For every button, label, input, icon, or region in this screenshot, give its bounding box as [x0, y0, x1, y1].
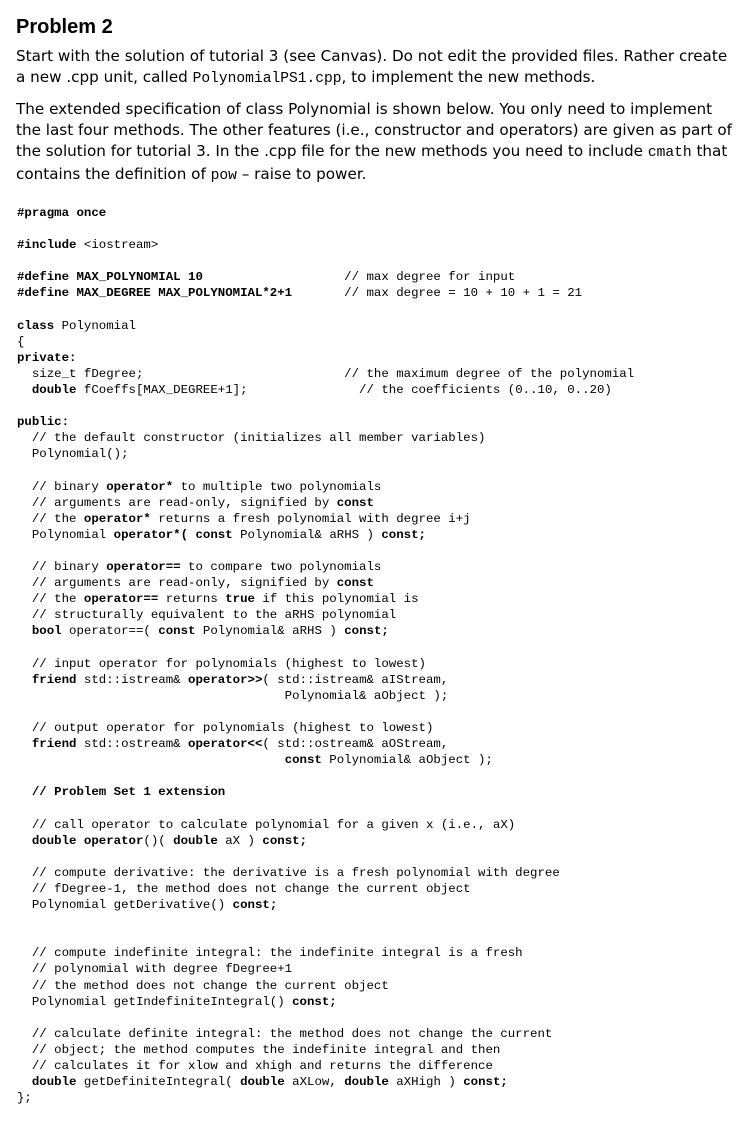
code-token: const	[158, 624, 196, 639]
code-token: Polynomial& aRHS )	[232, 527, 382, 542]
intro-paragraph-1	[16, 46, 738, 90]
code-token: // calculate definite integral: the method does not change the current	[17, 1026, 553, 1041]
code-line	[17, 511, 742, 527]
code-line	[17, 833, 742, 849]
code-line	[17, 945, 742, 961]
code-token: };	[17, 1091, 32, 1106]
code-token: <iostream>	[76, 238, 159, 253]
code-token: returns	[158, 592, 226, 607]
code-line	[17, 704, 742, 720]
code-line	[17, 366, 742, 382]
code-line	[17, 656, 742, 672]
code-line	[17, 865, 742, 881]
code-token: operator<<	[188, 737, 263, 752]
code-token: {	[17, 334, 25, 349]
code-line	[17, 881, 742, 897]
code-token: aXHigh )	[388, 1075, 464, 1090]
code-token: const;	[381, 527, 426, 542]
intro-text: The extended specification of class Polynomial is shown below. You only need to implement the last four methods. The other features (i.e., constructor and operators) are given as part of the solution for tutorial 3. In the .cpp file for the new methods you need to include	[16, 100, 733, 160]
intro-text: that contains the definition of	[16, 142, 728, 183]
code-token: private:	[17, 350, 77, 365]
code-token: std::ostream&	[76, 737, 189, 752]
code-token: // arguments are read-only, signified by	[17, 576, 337, 591]
code-token: // the	[17, 592, 84, 607]
code-line	[17, 398, 742, 414]
code-line	[17, 607, 742, 623]
code-line	[17, 414, 742, 430]
code-token	[17, 753, 285, 767]
code-token: // output operator for polynomials (highest to lowest)	[17, 721, 434, 735]
code-token: double	[17, 383, 77, 398]
inline-code-filename: PolynomialPS1.cpp	[192, 71, 342, 87]
code-token: operator*( const	[113, 527, 233, 542]
code-token: operator*	[106, 479, 174, 494]
code-line	[17, 849, 742, 865]
code-token: Polynomial& aObject );	[321, 753, 493, 768]
code-token: const;	[344, 624, 389, 639]
code-token: const;	[232, 898, 278, 913]
code-line	[17, 446, 742, 462]
code-token: // max degree = 10 + 10 + 1 = 21	[344, 286, 583, 301]
code-line	[17, 736, 742, 752]
code-line	[17, 1074, 742, 1090]
code-line	[17, 334, 742, 350]
code-line	[17, 784, 742, 800]
code-token: // call operator to calculate polynomial for a given x (i.e., aX)	[17, 817, 516, 832]
code-token: ( std::istream& aIStream,	[262, 672, 449, 687]
code-token: operator==	[106, 560, 181, 575]
code-line	[17, 640, 742, 656]
code-line	[17, 1010, 742, 1026]
code-line	[17, 221, 742, 237]
code-line	[17, 672, 742, 688]
code-token: to compare two polynomials	[180, 560, 382, 575]
code-line	[17, 752, 742, 768]
code-token: // arguments are read-only, signified by	[17, 495, 337, 510]
code-token: size_t fDegree; // the maximum degree of the polynomial	[17, 366, 635, 381]
code-token: std::istream&	[76, 672, 189, 687]
code-line	[17, 897, 742, 913]
code-token: aXLow,	[284, 1075, 345, 1090]
code-line	[17, 253, 742, 269]
code-token: Polynomial	[54, 318, 136, 333]
code-token: double	[344, 1075, 389, 1090]
code-token: operator>>	[188, 672, 263, 687]
code-token: // fDegree-1, the method does not change the current object	[17, 881, 471, 896]
code-token: // the	[17, 511, 84, 526]
code-line	[17, 559, 742, 575]
code-token: double	[17, 1075, 77, 1090]
code-token: returns a fresh polynomial with degree i+j	[150, 511, 471, 526]
code-token: friend	[17, 737, 77, 752]
code-line	[17, 430, 742, 446]
intro-paragraph-2	[16, 99, 738, 187]
code-token: true	[225, 592, 255, 607]
problem-title: Problem 2	[16, 16, 113, 38]
code-token: #pragma once	[17, 206, 107, 220]
code-token: getDefiniteIntegral(	[76, 1075, 241, 1090]
code-token: to multiple two polynomials	[173, 479, 382, 494]
code-token: // max degree for input	[344, 270, 516, 285]
code-token: // compute derivative: the derivative is a fresh polynomial with degree	[17, 865, 560, 880]
code-token: operator==(	[61, 624, 159, 639]
code-line	[17, 623, 742, 639]
code-line	[17, 269, 742, 285]
code-token: // the method does not change the current object	[17, 978, 389, 993]
intro-text: , to implement the new methods.	[341, 68, 596, 86]
code-line	[17, 817, 742, 833]
code-line	[17, 382, 742, 398]
code-line	[17, 591, 742, 607]
code-line	[17, 527, 742, 543]
code-line	[17, 978, 742, 994]
code-token: #define MAX_DEGREE MAX_POLYNOMIAL*2+1	[17, 286, 345, 301]
code-line	[17, 543, 742, 559]
code-token: const;	[463, 1075, 508, 1090]
code-token: // object; the method computes the indefinite integral and then	[17, 1042, 501, 1057]
code-token: // calculates it for xlow and xhigh and returns the difference	[17, 1058, 493, 1073]
code-token: // Problem Set 1 extension	[17, 785, 226, 800]
code-token: aX )	[217, 833, 263, 848]
code-line	[17, 237, 742, 253]
code-token: Polynomial getDerivative()	[17, 898, 233, 913]
code-token: Polynomial	[17, 527, 114, 542]
code-line	[17, 318, 742, 334]
code-token: #include	[17, 238, 77, 253]
code-line	[17, 800, 742, 816]
code-line	[17, 768, 742, 784]
code-line	[17, 1058, 742, 1074]
code-token: Polynomial& aRHS )	[195, 624, 345, 639]
code-token: bool	[17, 624, 62, 639]
code-line	[17, 929, 742, 945]
intro-text: – raise to power.	[236, 165, 367, 183]
code-line	[17, 688, 742, 704]
code-line	[17, 1090, 742, 1106]
code-line	[17, 495, 742, 511]
code-token: // binary	[17, 479, 107, 494]
code-token: // input operator for polynomials (highest to lowest)	[17, 656, 426, 671]
code-token: // polynomial with degree fDegree+1	[17, 962, 293, 977]
code-token: ( std::ostream& aOStream,	[262, 737, 449, 752]
code-token: const;	[292, 994, 337, 1009]
code-token: // structurally equivalent to the aRHS polynomial	[17, 608, 397, 623]
code-line	[17, 720, 742, 736]
code-token: public:	[17, 415, 70, 430]
code-line	[17, 575, 742, 591]
code-line	[17, 1026, 742, 1042]
code-token: operator==	[83, 592, 159, 607]
code-token: Polynomial getIndefiniteIntegral()	[17, 994, 293, 1009]
code-token: Polynomial& aObject );	[17, 688, 449, 703]
code-token: double	[240, 1075, 285, 1090]
code-line	[17, 479, 742, 495]
code-token: ()(	[143, 833, 174, 848]
code-line	[17, 285, 742, 301]
code-token: const	[284, 753, 322, 768]
code-token: const	[336, 576, 374, 591]
code-token: double	[173, 833, 218, 848]
code-line	[17, 961, 742, 977]
code-token: Polynomial();	[17, 447, 129, 462]
code-line	[17, 913, 742, 929]
code-token: const	[336, 495, 374, 510]
code-line	[17, 1042, 742, 1058]
inline-code-cmath: cmath	[647, 145, 692, 161]
code-line	[17, 350, 742, 366]
code-line	[17, 302, 742, 318]
code-token: fCoeffs[MAX_DEGREE+1]; // the coefficients (0..10, 0..20)	[76, 383, 612, 398]
code-token: friend	[17, 672, 77, 687]
code-token: if this polynomial is	[254, 592, 419, 607]
code-token: operator*	[83, 511, 151, 526]
code-line	[17, 994, 742, 1010]
code-line	[17, 463, 742, 479]
intro-text: Start with the solution of tutorial 3 (see Canvas). Do not edit the provided files. Rather create a new .cpp unit, called	[16, 47, 728, 86]
code-token: class	[17, 318, 55, 333]
inline-code-pow: pow	[210, 168, 237, 184]
code-token: #define MAX_POLYNOMIAL 10	[17, 270, 345, 285]
code-token: // binary	[17, 560, 107, 575]
code-listing	[17, 205, 742, 1106]
code-token: const;	[262, 833, 308, 848]
code-token: double operator	[17, 833, 144, 848]
code-token: // the default constructor (initializes all member variables)	[17, 431, 486, 446]
code-line	[17, 205, 742, 221]
code-token: // compute indefinite integral: the indefinite integral is a fresh	[17, 946, 523, 961]
